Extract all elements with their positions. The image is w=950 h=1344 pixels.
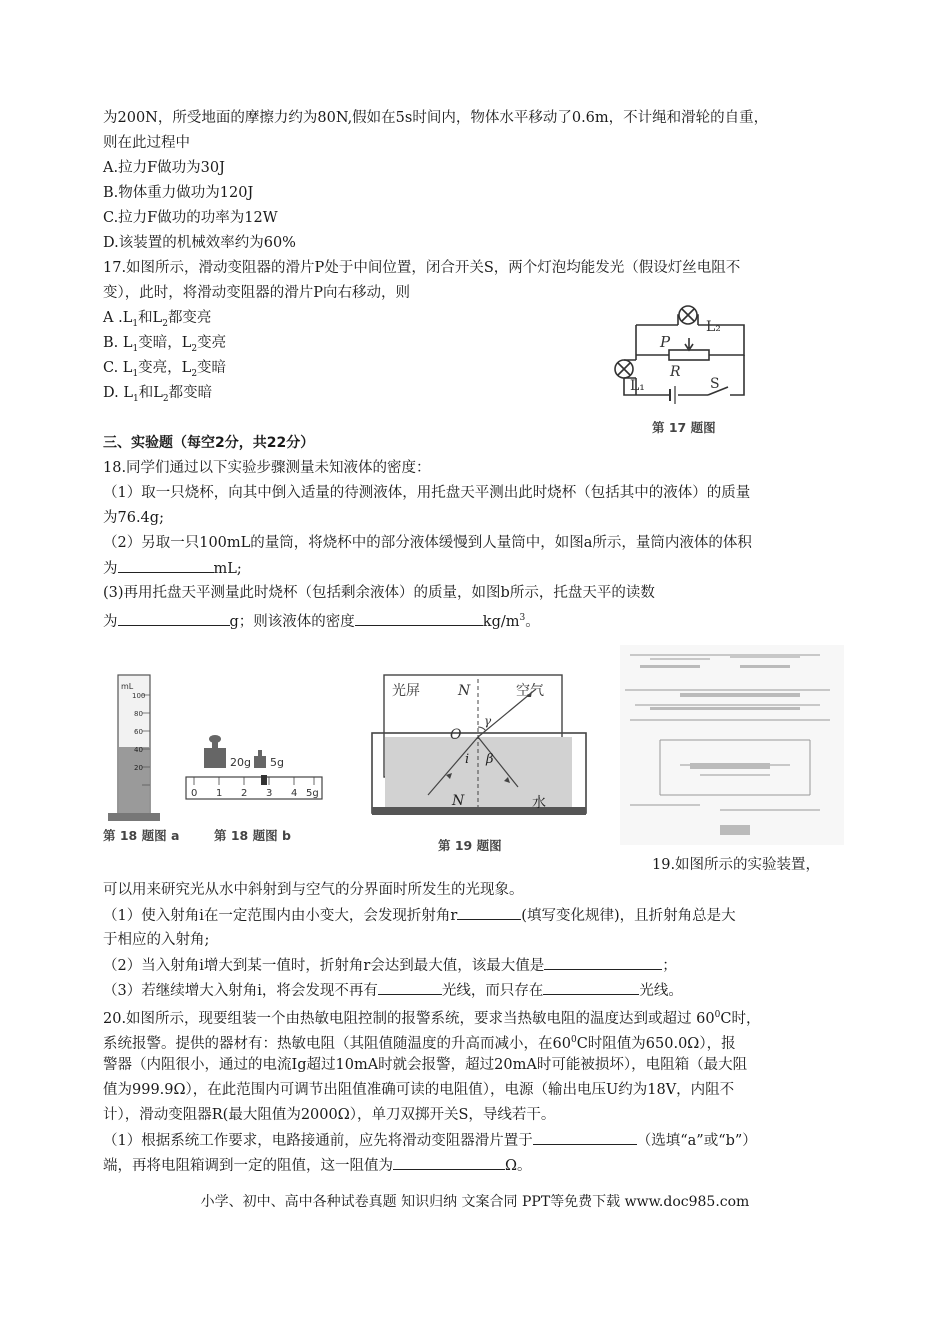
q17-label-L1: L₁ bbox=[630, 378, 645, 394]
q18-figure-b-caption: 第 18 题图 b bbox=[214, 828, 291, 843]
q20-resistance-blank[interactable] bbox=[393, 1155, 505, 1170]
q19-step1-line1: （1）使入射角i在一定范围内由小变大，会发现折射角r (填写变化规律)，且折射角总是大 bbox=[103, 905, 736, 926]
cylinder-tick-80: 80 bbox=[134, 710, 143, 718]
q16-option-a: A.拉力F做功为30J bbox=[103, 160, 225, 176]
q17-label-P: P bbox=[660, 333, 671, 351]
q16-text-line1: 为200N，所受地面的摩擦力约为80N,假如在5s时间内，物体水平移动了0.6m，不计绳和滑轮的自重， bbox=[103, 110, 769, 126]
q17-option-b: B. $L_1$变暗，$L_2$变亮 bbox=[103, 335, 227, 354]
q19-label-air: 空气 bbox=[516, 683, 544, 699]
q19-label-beta: β bbox=[486, 752, 494, 767]
q17-label-L2: L₂ bbox=[706, 319, 721, 335]
weight-20g-label: 20g bbox=[230, 756, 251, 769]
q19-label-gamma: γ bbox=[484, 714, 492, 728]
q19-text-line2: 可以用来研究光从水中斜射到与空气的分界面时所发生的光现象。 bbox=[103, 882, 524, 898]
q18-step2-line1: （2）另取一只100mL的量筒，将烧杯中的部分液体缓慢到人量筒中，如图a所示，量筒内液体的体积 bbox=[103, 535, 752, 551]
q18-volume-blank[interactable] bbox=[118, 558, 214, 573]
q17-label-S: S bbox=[710, 376, 720, 392]
section-3-heading: 三、实验题（每空2分，共22分） bbox=[103, 435, 315, 451]
cylinder-unit: mL bbox=[121, 682, 134, 691]
q20-step1-line2: 端，再将电阻箱调到一定的阻值，这一阻值为 Ω。 bbox=[103, 1155, 532, 1176]
q19-change-blank[interactable] bbox=[457, 905, 521, 920]
q18-mass-blank[interactable] bbox=[118, 611, 230, 626]
q18-density-blank[interactable] bbox=[355, 611, 483, 626]
q19-label-screen: 光屏 bbox=[392, 683, 420, 699]
q19-figure-caption: 第 19 题图 bbox=[438, 838, 502, 853]
q16-text-line2: 则在此过程中 bbox=[103, 135, 190, 151]
q20-text-line4: 值为999.9Ω），在此范围内可调节出阻值准确可读的电阻值），电源（输出电压U约为18V，内阻不 bbox=[103, 1082, 735, 1098]
q19-label-N-bottom: N bbox=[452, 793, 465, 809]
q18-step3-line1: (3)再用托盘天平测量此时烧杯（包括剩余液体）的质量，如图b所示，托盘天平的读数 bbox=[103, 585, 655, 601]
rider-scale-4: 4 bbox=[291, 788, 298, 799]
rider-scale-5g: 5g bbox=[306, 788, 319, 799]
q18-step3-line2: 为 g；则该液体的密度 $kg/m^3$。 bbox=[103, 608, 540, 632]
cylinder-tick-40: 40 bbox=[134, 746, 143, 754]
q17-option-d: D. $L_1$和$L_2$都变暗 bbox=[103, 385, 213, 404]
q19-remaining-light-blank[interactable] bbox=[543, 980, 639, 995]
q19-label-water: 水 bbox=[532, 795, 546, 811]
q18-balance-figure bbox=[184, 730, 324, 805]
q19-step2: （2）当入射角i增大到某一值时，折射角r会达到最大值，该最大值是 ； bbox=[103, 955, 677, 976]
q20-text-line5: 计），滑动变阻器R(最大阻值为2000Ω），单刀双掷开关S，导线若干。 bbox=[103, 1107, 556, 1123]
q19-step1-line2: 于相应的入射角; bbox=[103, 932, 210, 948]
q20-text-line3: 警器（内阻很小，通过的电流Ig超过10mA时就会报警，超过20mA时可能被损坏），电阻箱（最大阻 bbox=[103, 1057, 748, 1073]
q19-missing-light-blank[interactable] bbox=[378, 980, 442, 995]
cylinder-tick-60: 60 bbox=[134, 728, 143, 736]
q18-step1-line2: 为76.4g; bbox=[103, 510, 164, 526]
q18-step1-line1: （1）取一只烧杯，向其中倒入适量的待测液体，用托盘天平测出此时烧杯（包括其中的液体）的质量 bbox=[103, 485, 751, 501]
q17-option-c: C. $L_1$变亮，$L_2$变暗 bbox=[103, 360, 227, 379]
rider-scale-0: 0 bbox=[191, 788, 198, 799]
weight-5g-label: 5g bbox=[270, 756, 284, 769]
q17-option-a: A $.L_1$和$L_2$都变亮 bbox=[103, 310, 212, 329]
q19-label-N-top: N bbox=[458, 683, 471, 699]
q18-step2-line2: 为 mL; bbox=[103, 558, 242, 579]
q17-label-R: R bbox=[670, 364, 681, 380]
q18-figure-a-caption: 第 18 题图 a bbox=[103, 828, 180, 843]
q20-slider-position-blank[interactable] bbox=[533, 1130, 637, 1145]
q20-text-line1: 20.如图所示，现要组装一个由热敏电阻控制的报警系统，要求当热敏电阻的温度达到或超过 $60^0C$时， bbox=[103, 1010, 761, 1027]
q20-text-line2: 系统报警。提供的器材有：热敏电阻（其阻值随温度的升高而减小，在$60^0C$时阻值为650.0Ω），报 bbox=[103, 1035, 736, 1052]
q19-intro-tail: 19.如图所示的实验装置， bbox=[652, 857, 821, 873]
q18-intro: 18.同学们通过以下实验步骤测量未知液体的密度： bbox=[103, 460, 431, 476]
q17-text-line1: 17.如图所示，滑动变阻器的滑片P处于中间位置，闭合开关S，两个灯泡均能发光（假设灯丝电阻不 bbox=[103, 260, 741, 276]
q19-label-i: i bbox=[465, 752, 470, 767]
rider-scale-2: 2 bbox=[241, 788, 248, 799]
q16-option-c: C.拉力F做功的功率为12W bbox=[103, 210, 278, 226]
cylinder-tick-100: 100 bbox=[132, 692, 146, 700]
rider-scale-3: 3 bbox=[266, 788, 273, 799]
q20-step1-line1: （1）根据系统工作要求，电路接通前，应先将滑动变阻器滑片置于 （选填“a”或“b”） bbox=[103, 1130, 757, 1151]
q19-label-O: O bbox=[450, 727, 462, 743]
q17-figure-caption: 第 17 题图 bbox=[652, 420, 716, 435]
q16-option-b: B.物体重力做功为120J bbox=[103, 185, 254, 201]
rider-scale-1: 1 bbox=[216, 788, 223, 799]
q19-max-angle-blank[interactable] bbox=[544, 955, 662, 970]
q17-text-line2: 变），此时，将滑动变阻器的滑片P向右移动，则 bbox=[103, 285, 411, 301]
cylinder-tick-20: 20 bbox=[134, 764, 143, 772]
q16-option-d: D.该装置的机械效率约为60% bbox=[103, 235, 296, 251]
q19-step3: （3）若继续增大入射角i，将会发现不再有 光线，而只存在 光线。 bbox=[103, 980, 683, 1001]
q19-refraction-figure bbox=[368, 667, 590, 827]
q20-blurred-figure bbox=[620, 645, 844, 845]
q18-graduated-cylinder-figure bbox=[104, 665, 164, 825]
page-footer: 小学、初中、高中各种试卷真题 知识归纳 文案合同 PPT等免费下载 www.doc985.com bbox=[200, 1194, 750, 1210]
